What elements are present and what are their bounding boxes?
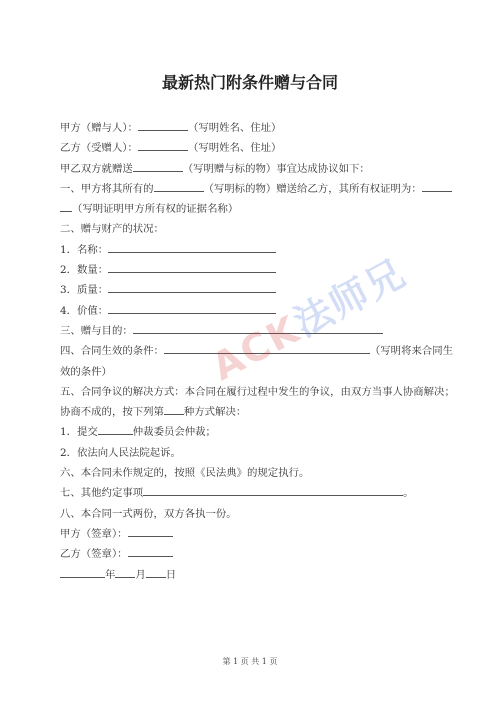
blank-field [133, 161, 183, 172]
blank-field [60, 201, 72, 212]
blank-field [146, 567, 166, 578]
blank-field [60, 567, 105, 578]
clause-3-line: 三、赠与目的： [60, 321, 452, 341]
blank-field [108, 242, 276, 253]
blank-field [108, 303, 276, 314]
blank-field [128, 546, 173, 557]
blank-field [138, 120, 188, 131]
document-title: 最新热门附条件赠与合同 [161, 73, 338, 92]
clause-6-line: 六、本合同未作规定的，按照《民法典》的规定执行。 [60, 467, 310, 480]
clause-5-line-1: 五、合同争议的解决方式：本合同在履行过程中发生的争议，由双方当事人协商解决； [60, 385, 455, 398]
blank-field [154, 181, 204, 192]
property-name-line: 1．名称： [60, 240, 452, 260]
watermark-text-blue: 法师兄 [286, 250, 414, 346]
contract-body [60, 118, 455, 585]
clause-1-line: 一、甲方将其所有的 （写明标的物）赠送给乙方，其所有权证明为： [60, 179, 452, 199]
blank-field [128, 526, 173, 537]
blank-field [143, 485, 403, 496]
property-quality-line: 3．质量： [60, 280, 452, 300]
clause-4-continuation: 效的条件） [60, 365, 112, 378]
date-line: 年 月 日 [60, 565, 452, 585]
clause-7-line: 七、其他约定事项 。 [60, 487, 414, 500]
blank-field [422, 181, 452, 192]
party-a-signature-line: 甲方（签章）： [60, 524, 452, 544]
clause-8-line: 八、本合同一式两份，双方各执一份。 [60, 507, 237, 520]
clause-5-option-1: 1．提交 仲裁委员会仲裁； [60, 426, 216, 439]
blank-field [115, 567, 135, 578]
blank-field [164, 404, 184, 415]
party-b-line: 乙方（受赠人）： （写明姓名、住址） [60, 142, 282, 155]
property-value-line: 4．价值： [60, 301, 452, 321]
intro-line: 甲乙双方就赠送 （写明赠与标的物）事宜达成协议如下： [60, 162, 370, 175]
blank-field [108, 282, 276, 293]
property-quantity-line: 2．数量： [60, 260, 452, 280]
watermark-text-red: ACK [204, 306, 308, 390]
clause-5-option-2: 2．依法向人民法院起诉。 [60, 446, 181, 459]
page-footer: 第 1 页 共 1 页 [222, 657, 278, 666]
clause-5-line-2: 协商不成的，按下列第 种方式解决： [60, 406, 247, 419]
blank-field [98, 424, 133, 435]
clause-4-line: 四、合同生效的条件： （写明将来合同生 [60, 345, 454, 358]
party-a-line: 甲方（赠与人）： （写明姓名、住址） [60, 122, 282, 134]
blank-field [108, 262, 276, 273]
clause-2-heading: 二、赠与财产的状况： [60, 223, 164, 236]
blank-field [138, 140, 188, 151]
clause-1-continuation: （写明证明甲方所有权的证据名称） [60, 199, 452, 219]
blank-field [133, 323, 383, 334]
blank-field [164, 343, 370, 354]
party-b-signature-line: 乙方（签章）： [60, 544, 452, 564]
